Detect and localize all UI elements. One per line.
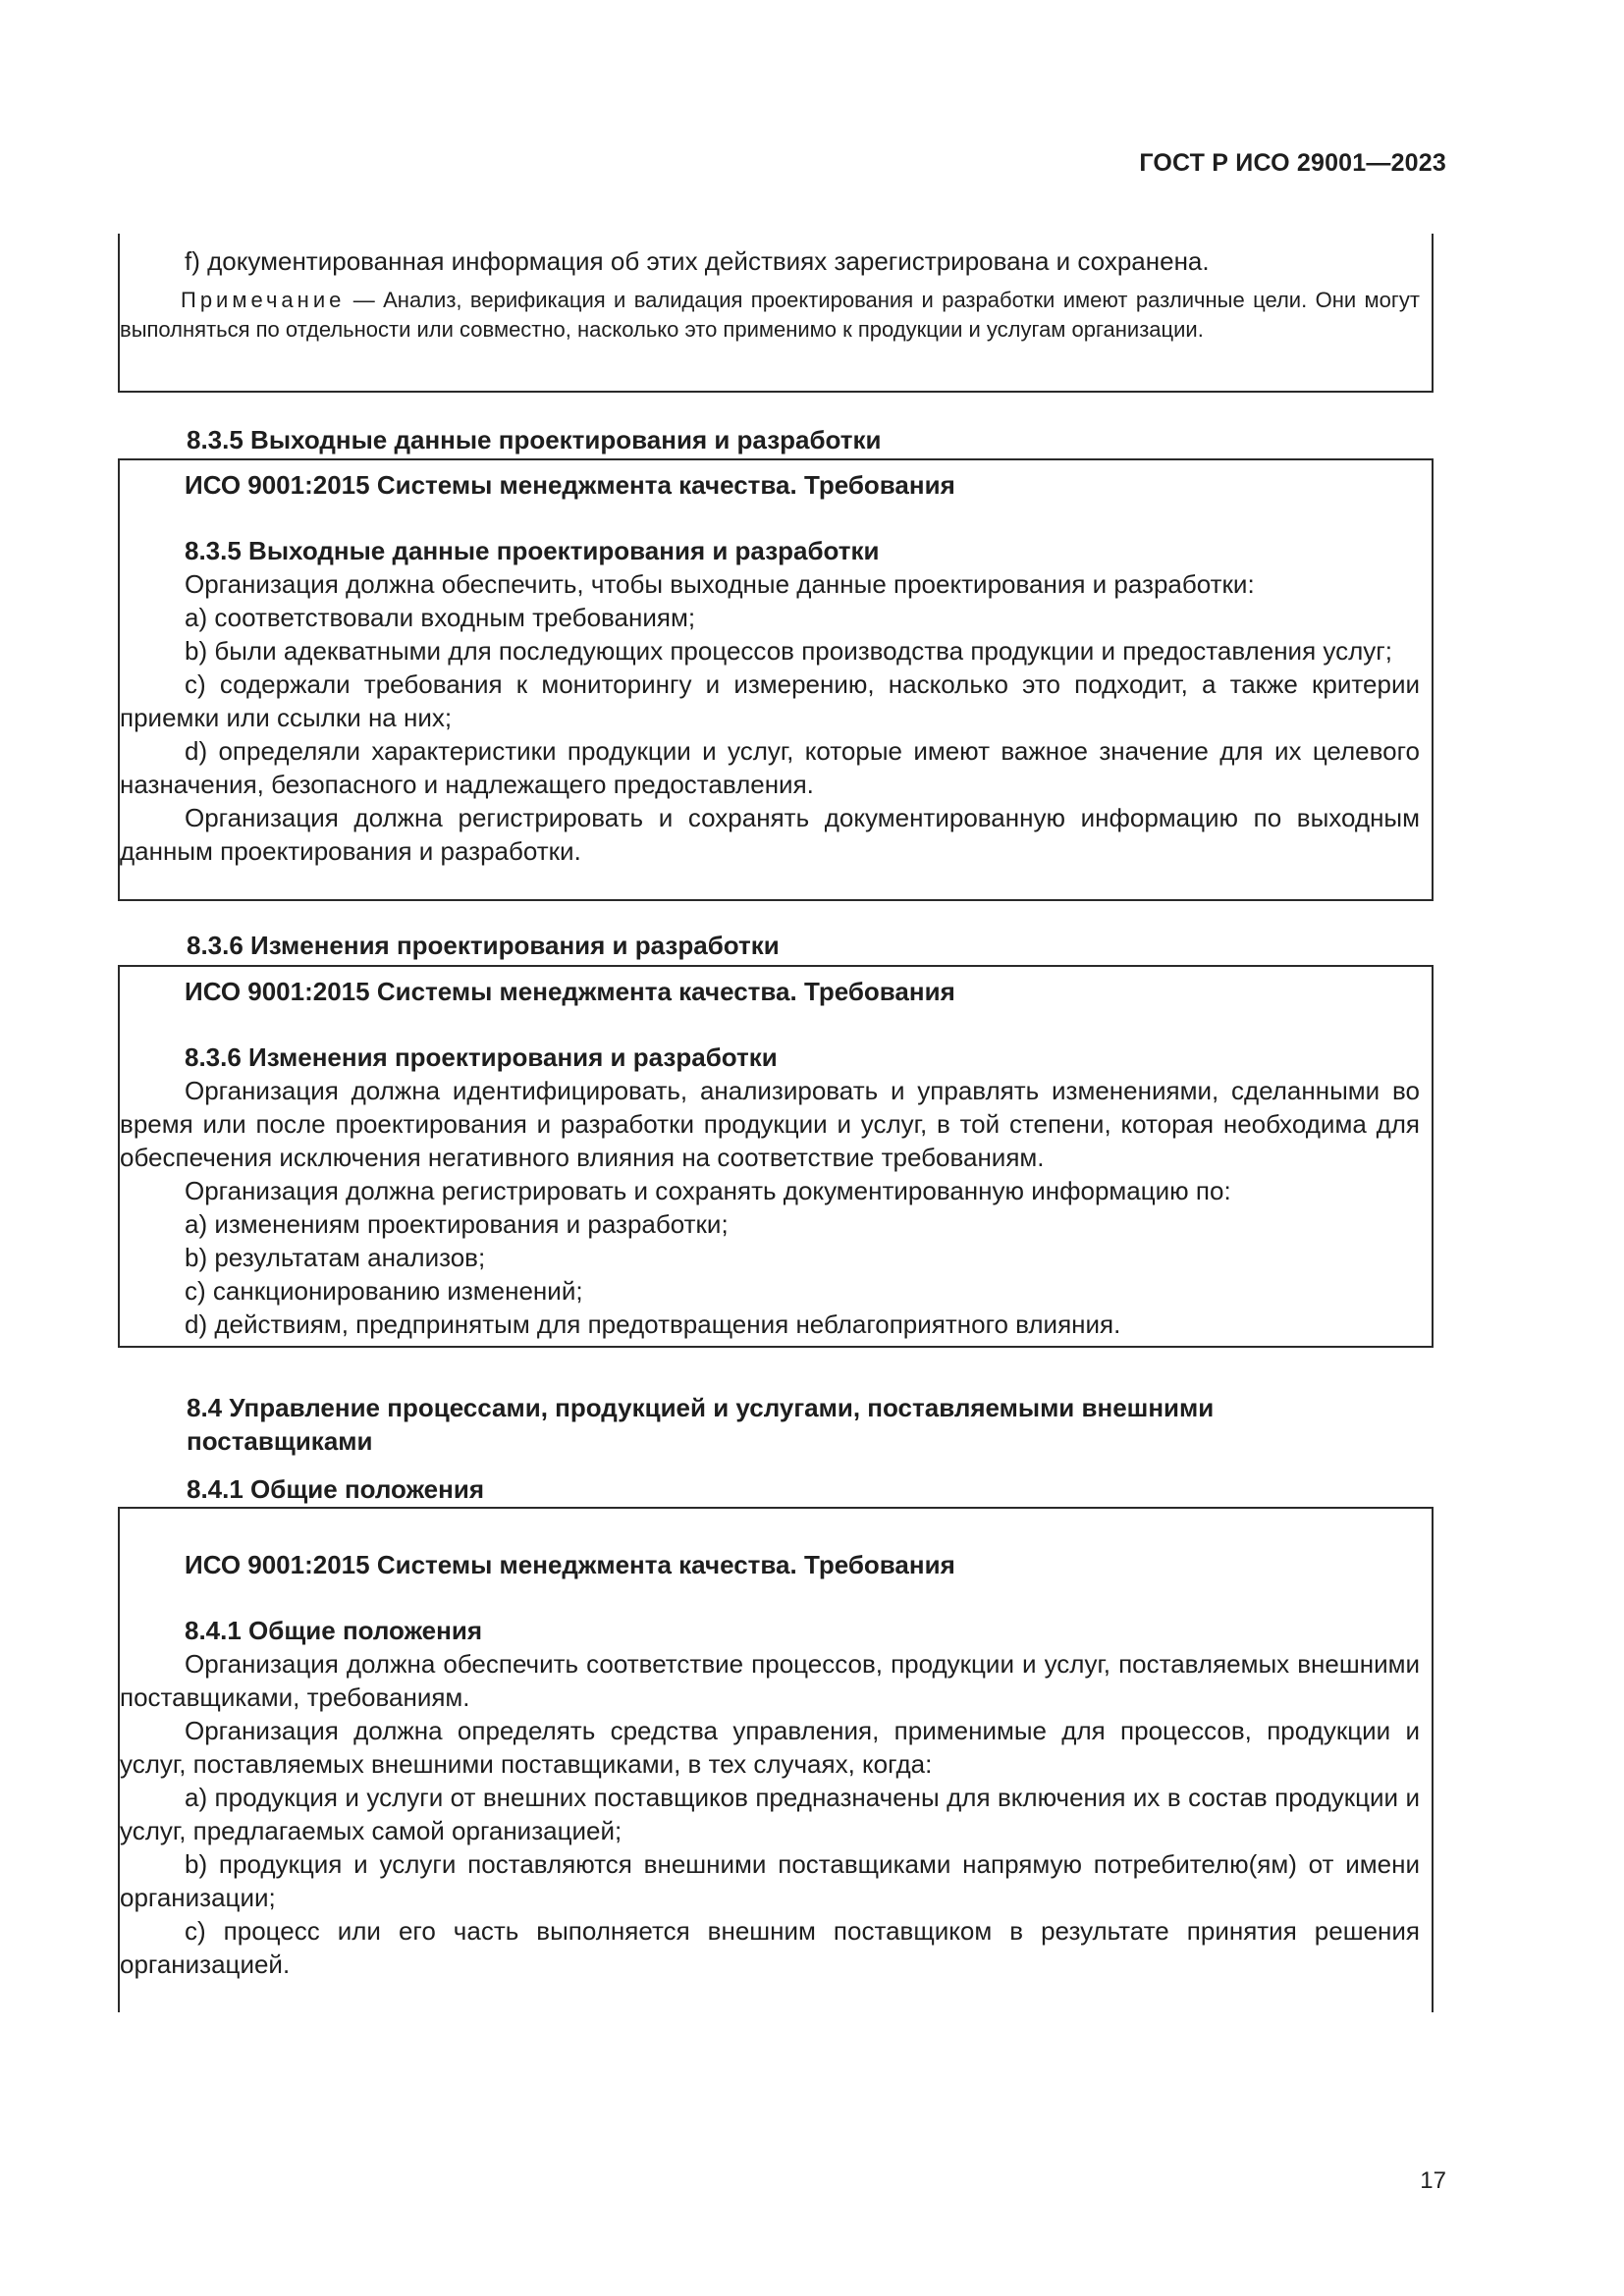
page-number: 17 — [1420, 2167, 1446, 2194]
section-heading-8-3-5: 8.3.5 Выходные данные проектирования и разработки — [187, 425, 882, 454]
list-item-f: f) документированная информация об этих действиях зарегистрирована и сохранена. — [185, 246, 1210, 276]
list-item: b) продукция и услуги поставляются внешними поставщиками напрямую потребителю(ям) от имени организации; — [120, 1849, 1420, 1912]
list-item: c) санкционированию изменений; — [185, 1276, 583, 1306]
paragraph: Организация должна обеспечить соответствие процессов, продукции и услуг, поставляемых внешними поставщиками, требованиям. — [120, 1649, 1420, 1712]
section-heading-8-4-1: 8.4.1 Общие положения — [187, 1474, 484, 1504]
iso-standard-title: ИСО 9001:2015 Системы менеджмента качества. Требования — [185, 1550, 955, 1579]
list-item: b) были адекватными для последующих процессов производства продукции и предоставления услуг; — [185, 636, 1392, 666]
section-heading-8-3-6: 8.3.6 Изменения проектирования и разработки — [187, 931, 780, 960]
note-label: Примечание — [181, 288, 346, 312]
paragraph: Организация должна регистрировать и сохранять документированную информацию по: — [185, 1176, 1231, 1205]
list-item: b) результатам анализов; — [185, 1243, 486, 1272]
list-item: d) определяли характеристики продукции и услуг, которые имеют важное значение для их целевого назначения, безопасного и надлежащего предоставления. — [120, 736, 1420, 799]
list-item: c) процесс или его часть выполняется внешним поставщиком в результате принятия решения организацией. — [120, 1916, 1420, 1979]
note-text: — Анализ, верификация и валидация проектирования и разработки имеют различные цели. Они могут выполняться по отдельности или совместно, насколько это применимо к продукции и услугам организации. — [120, 288, 1420, 342]
list-item: c) содержали требования к мониторингу и измерению, насколько это подходит, а также критерии приемки или ссылки на них; — [120, 669, 1420, 732]
paragraph: Организация должна обеспечить, чтобы выходные данные проектирования и разработки: — [185, 569, 1255, 599]
iso-quote-box-8-3-5 — [118, 458, 1434, 901]
paragraph: Организация должна определять средства управления, применимые для процессов, продукции и услуг, поставляемых внешними поставщиками, в тех случаях, когда: — [120, 1716, 1420, 1779]
section-heading-8-4: 8.4 Управление процессами, продукцией и услугами, поставляемыми внешними поставщиками — [187, 1393, 1215, 1456]
clause-title: 8.3.5 Выходные данные проектирования и разработки — [185, 536, 880, 565]
iso-quote-box-8-3-6 — [118, 965, 1434, 1348]
list-item: a) продукция и услуги от внешних поставщиков предназначены для включения их в состав продукции и услуг, предлагаемых самой организацией; — [120, 1783, 1420, 1845]
clause-title: 8.3.6 Изменения проектирования и разработки — [185, 1042, 778, 1072]
paragraph: Организация должна идентифицировать, анализировать и управлять изменениями, сделанными во время или после проектирования и разработки продукции и услуг, в той степени, которая необходима для обеспечения исключения негативного влияния на соответствие требованиям. — [120, 1076, 1420, 1172]
iso-quote-box-continued — [118, 234, 1434, 393]
list-item: d) действиям, предпринятым для предотвращения неблагоприятного влияния. — [185, 1309, 1121, 1339]
clause-title: 8.4.1 Общие положения — [185, 1616, 482, 1645]
iso-standard-title: ИСО 9001:2015 Системы менеджмента качества. Требования — [185, 977, 955, 1006]
note — [120, 286, 1420, 345]
iso-standard-title: ИСО 9001:2015 Системы менеджмента качества. Требования — [185, 470, 955, 500]
list-item: a) изменениям проектирования и разработки; — [185, 1209, 729, 1239]
iso-quote-box-8-4-1 — [118, 1507, 1434, 2012]
list-item: a) соответствовали входным требованиям; — [185, 603, 696, 632]
document-code: ГОСТ Р ИСО 29001—2023 — [1139, 149, 1446, 177]
paragraph: Организация должна регистрировать и сохранять документированную информацию по выходным данным проектирования и разработки. — [120, 803, 1420, 866]
